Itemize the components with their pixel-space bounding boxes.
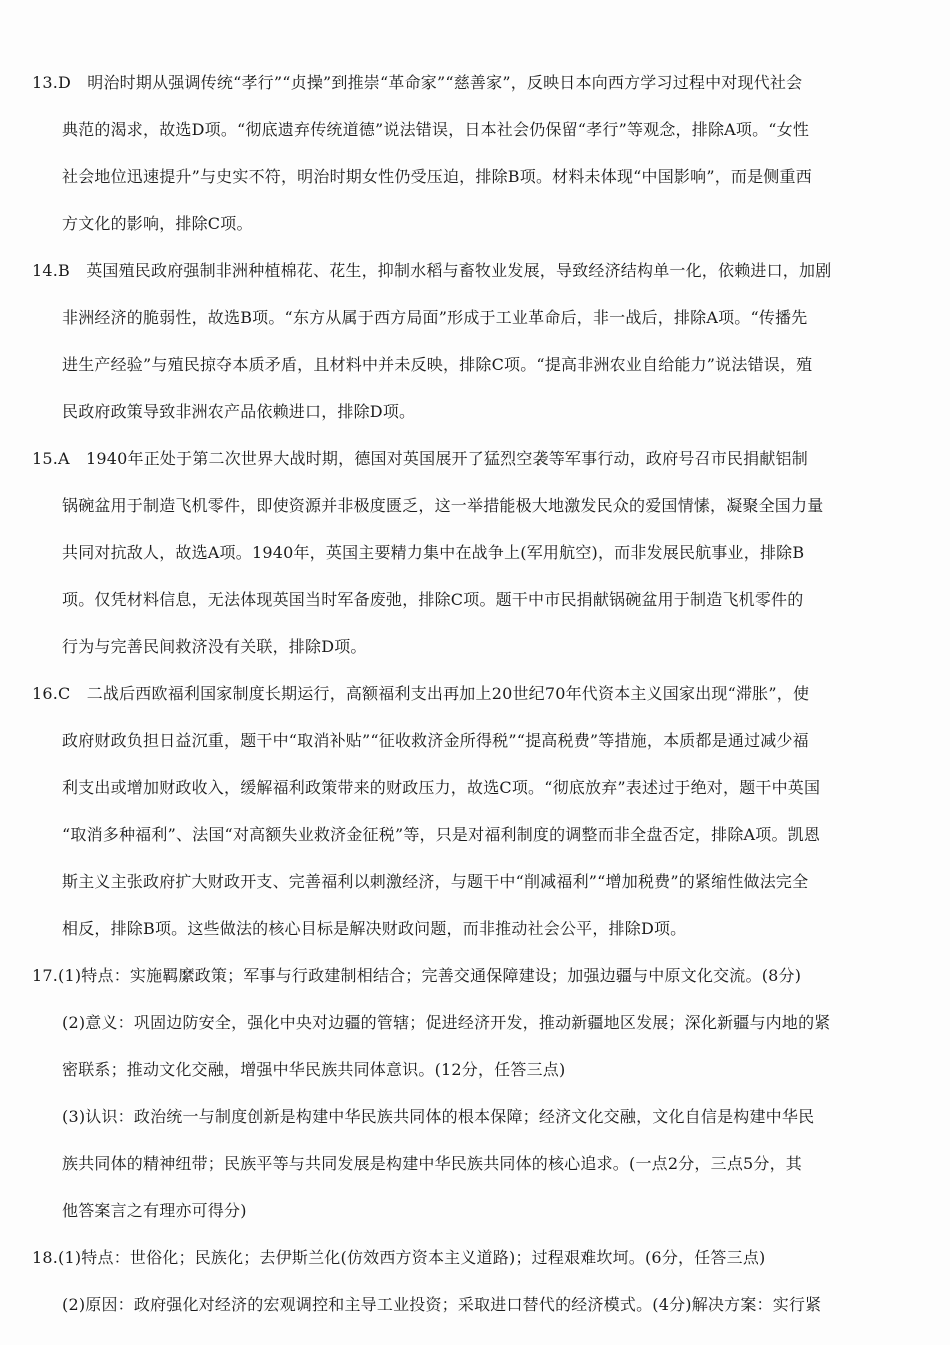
text-line: 17.(1)特点：实施羁縻政策；军事与行政建制相结合；完善交通保障建设；加强边疆与中原文化交流。(8分) — [32, 966, 802, 985]
text-line: 行为与完善民间救济没有关联，排除D项。 — [62, 637, 367, 656]
text-line: 相反，排除B项。这些做法的核心目标是解决财政问题，而非推动社会公平，排除D项。 — [62, 919, 687, 938]
text-line: 15.A 1940年正处于第二次世界大战时期，德国对英国展开了猛烈空袭等军事行动，政府号召市民捐献铝制 — [32, 449, 808, 468]
text-line: 16.C 二战后西欧福利国家制度长期运行，高额福利支出再加上20世纪70年代资本主义国家出现“滞胀”，使 — [32, 684, 810, 703]
text-line: 共同对抗敌人，故选A项。1940年，英国主要精力集中在战争上(军用航空)，而非发展民航事业，排除B — [62, 543, 805, 562]
text-line: (3)认识：政治统一与制度创新是构建中华民族共同体的根本保障；经济文化交融，文化自信是构建中华民 — [62, 1107, 815, 1126]
text-line: 18.(1)特点：世俗化；民族化；去伊斯兰化(仿效西方资本主义道路)；过程艰难坎坷。(6分，任答三点) — [32, 1248, 766, 1267]
text-line: 政府财政负担日益沉重，题干中“取消补贴”“征收救济金所得税”“提高税费”等措施，本质都是通过减少福 — [62, 731, 809, 750]
text-line: 13.D 明治时期从强调传统“孝行”“贞操”到推崇“革命家”“慈善家”，反映日本向西方学习过程中对现代社会 — [32, 73, 803, 92]
text-line: 方文化的影响，排除C项。 — [62, 214, 253, 233]
text-line: 典范的渴求，故选D项。“彻底遗弃传统道德”说法错误，日本社会仍保留“孝行”等观念，排除A项。“女性 — [62, 120, 810, 139]
text-line: 利支出或增加财政收入，缓解福利政策带来的财政压力，故选C项。“彻底放弃”表述过于绝对，题干中英国 — [62, 778, 821, 797]
text-line: 项。仅凭材料信息，无法体现英国当时军备废弛，排除C项。题干中市民捐献锅碗盆用于制造飞机零件的 — [62, 590, 804, 609]
text-line: (2)意义：巩固边防安全，强化中央对边疆的管辖；促进经济开发，推动新疆地区发展；深化新疆与内地的紧 — [62, 1013, 831, 1032]
text-line: 进生产经验”与殖民掠夺本质矛盾，且材料中并未反映，排除C项。“提高非洲农业自给能力”说法错误，殖 — [62, 355, 813, 374]
text-line: 族共同体的精神纽带；民族平等与共同发展是构建中华民族共同体的核心追求。(一点2分，三点5分，其 — [62, 1154, 803, 1173]
text-line: “取消多种福利”、法国“对高额失业救济金征税”等，只是对福利制度的调整而非全盘否定，排除A项。凯恩 — [62, 825, 821, 844]
text-line: 他答案言之有理亦可得分) — [62, 1201, 247, 1220]
text-line: (2)原因：政府强化对经济的宏观调控和主导工业投资；采取进口替代的经济模式。(4分)解决方案：实行紧 — [62, 1295, 822, 1314]
text-line: 民政府政策导致非洲农产品依赖进口，排除D项。 — [62, 402, 416, 421]
text-line: 斯主义主张政府扩大财政开支、完善福利以刺激经济，与题干中“削减福利”“增加税费”的紧缩性做法完全 — [62, 872, 809, 891]
text-line: 非洲经济的脆弱性，故选B项。“东方从属于西方局面”形成于工业革命后，非一战后，排除A项。“传播先 — [62, 308, 808, 327]
text-line: 社会地位迅速提升”与史实不符，明治时期女性仍受压迫，排除B项。材料未体现“中国影响”，而是侧重西 — [62, 167, 812, 186]
text-line: 锅碗盆用于制造飞机零件，即使资源并非极度匮乏，这一举措能极大地激发民众的爱国情愫，凝聚全国力量 — [62, 496, 824, 515]
text-line: 14.B 英国殖民政府强制非洲种植棉花、花生，抑制水稻与畜牧业发展，导致经济结构单一化，依赖进口，加剧 — [32, 261, 832, 280]
text-line: 密联系；推动文化交融，增强中华民族共同体意识。(12分，任答三点) — [62, 1060, 566, 1079]
